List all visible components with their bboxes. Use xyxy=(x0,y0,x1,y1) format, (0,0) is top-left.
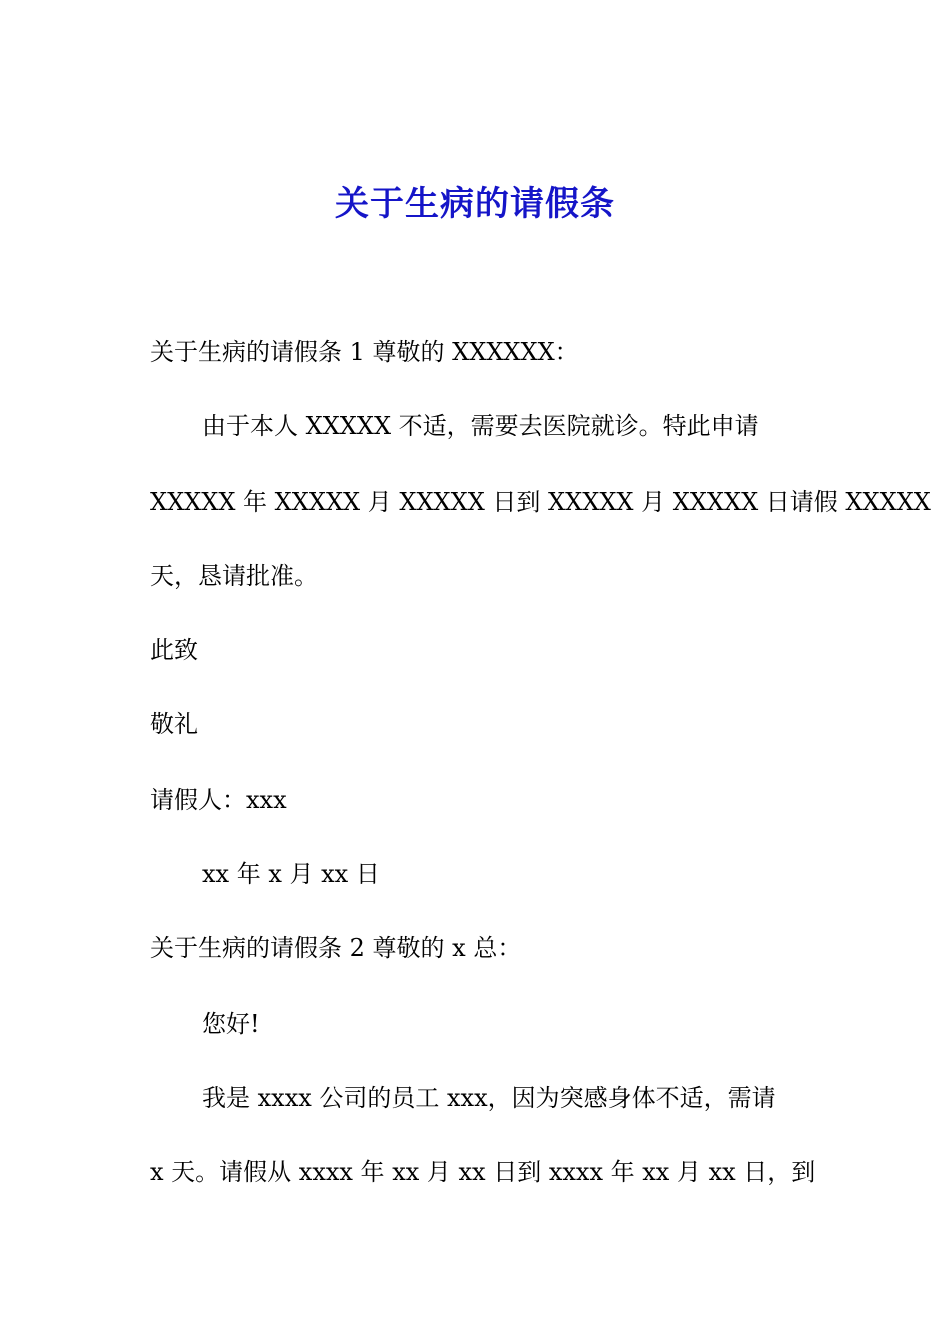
letter1-date: xx 年 x 月 xx 日 xyxy=(202,860,380,888)
letter1-body-line2: XXXXX 年 XXXXX 月 XXXXX 日到 XXXXX 月 XXXXX 日请假 XXXXX xyxy=(150,488,931,516)
letter2-salutation: 关于生病的请假条 2 尊敬的 x 总： xyxy=(150,934,522,962)
letter1-salutation: 关于生病的请假条 1 尊敬的 XXXXXX： xyxy=(150,338,579,366)
letter1-body-line1: 由于本人 XXXXX 不适，需要去医院就诊。特此申请 xyxy=(202,412,759,440)
document-title: 关于生病的请假条 xyxy=(335,184,615,224)
letter2-body-line1: 我是 xxxx 公司的员工 xxx，因为突感身体不适，需请 xyxy=(202,1084,776,1112)
letter1-closing-1: 此致 xyxy=(150,636,198,664)
letter1-closing-2: 敬礼 xyxy=(150,710,198,738)
letter2-body-line2: x 天。请假从 xxxx 年 xx 月 xx 日到 xxxx 年 xx 月 xx 日，到 xyxy=(150,1158,816,1186)
letter2-greeting: 您好! xyxy=(202,1010,260,1038)
letter1-body-line3: 天，恳请批准。 xyxy=(150,562,318,590)
letter1-signature: 请假人：xxx xyxy=(150,786,287,814)
